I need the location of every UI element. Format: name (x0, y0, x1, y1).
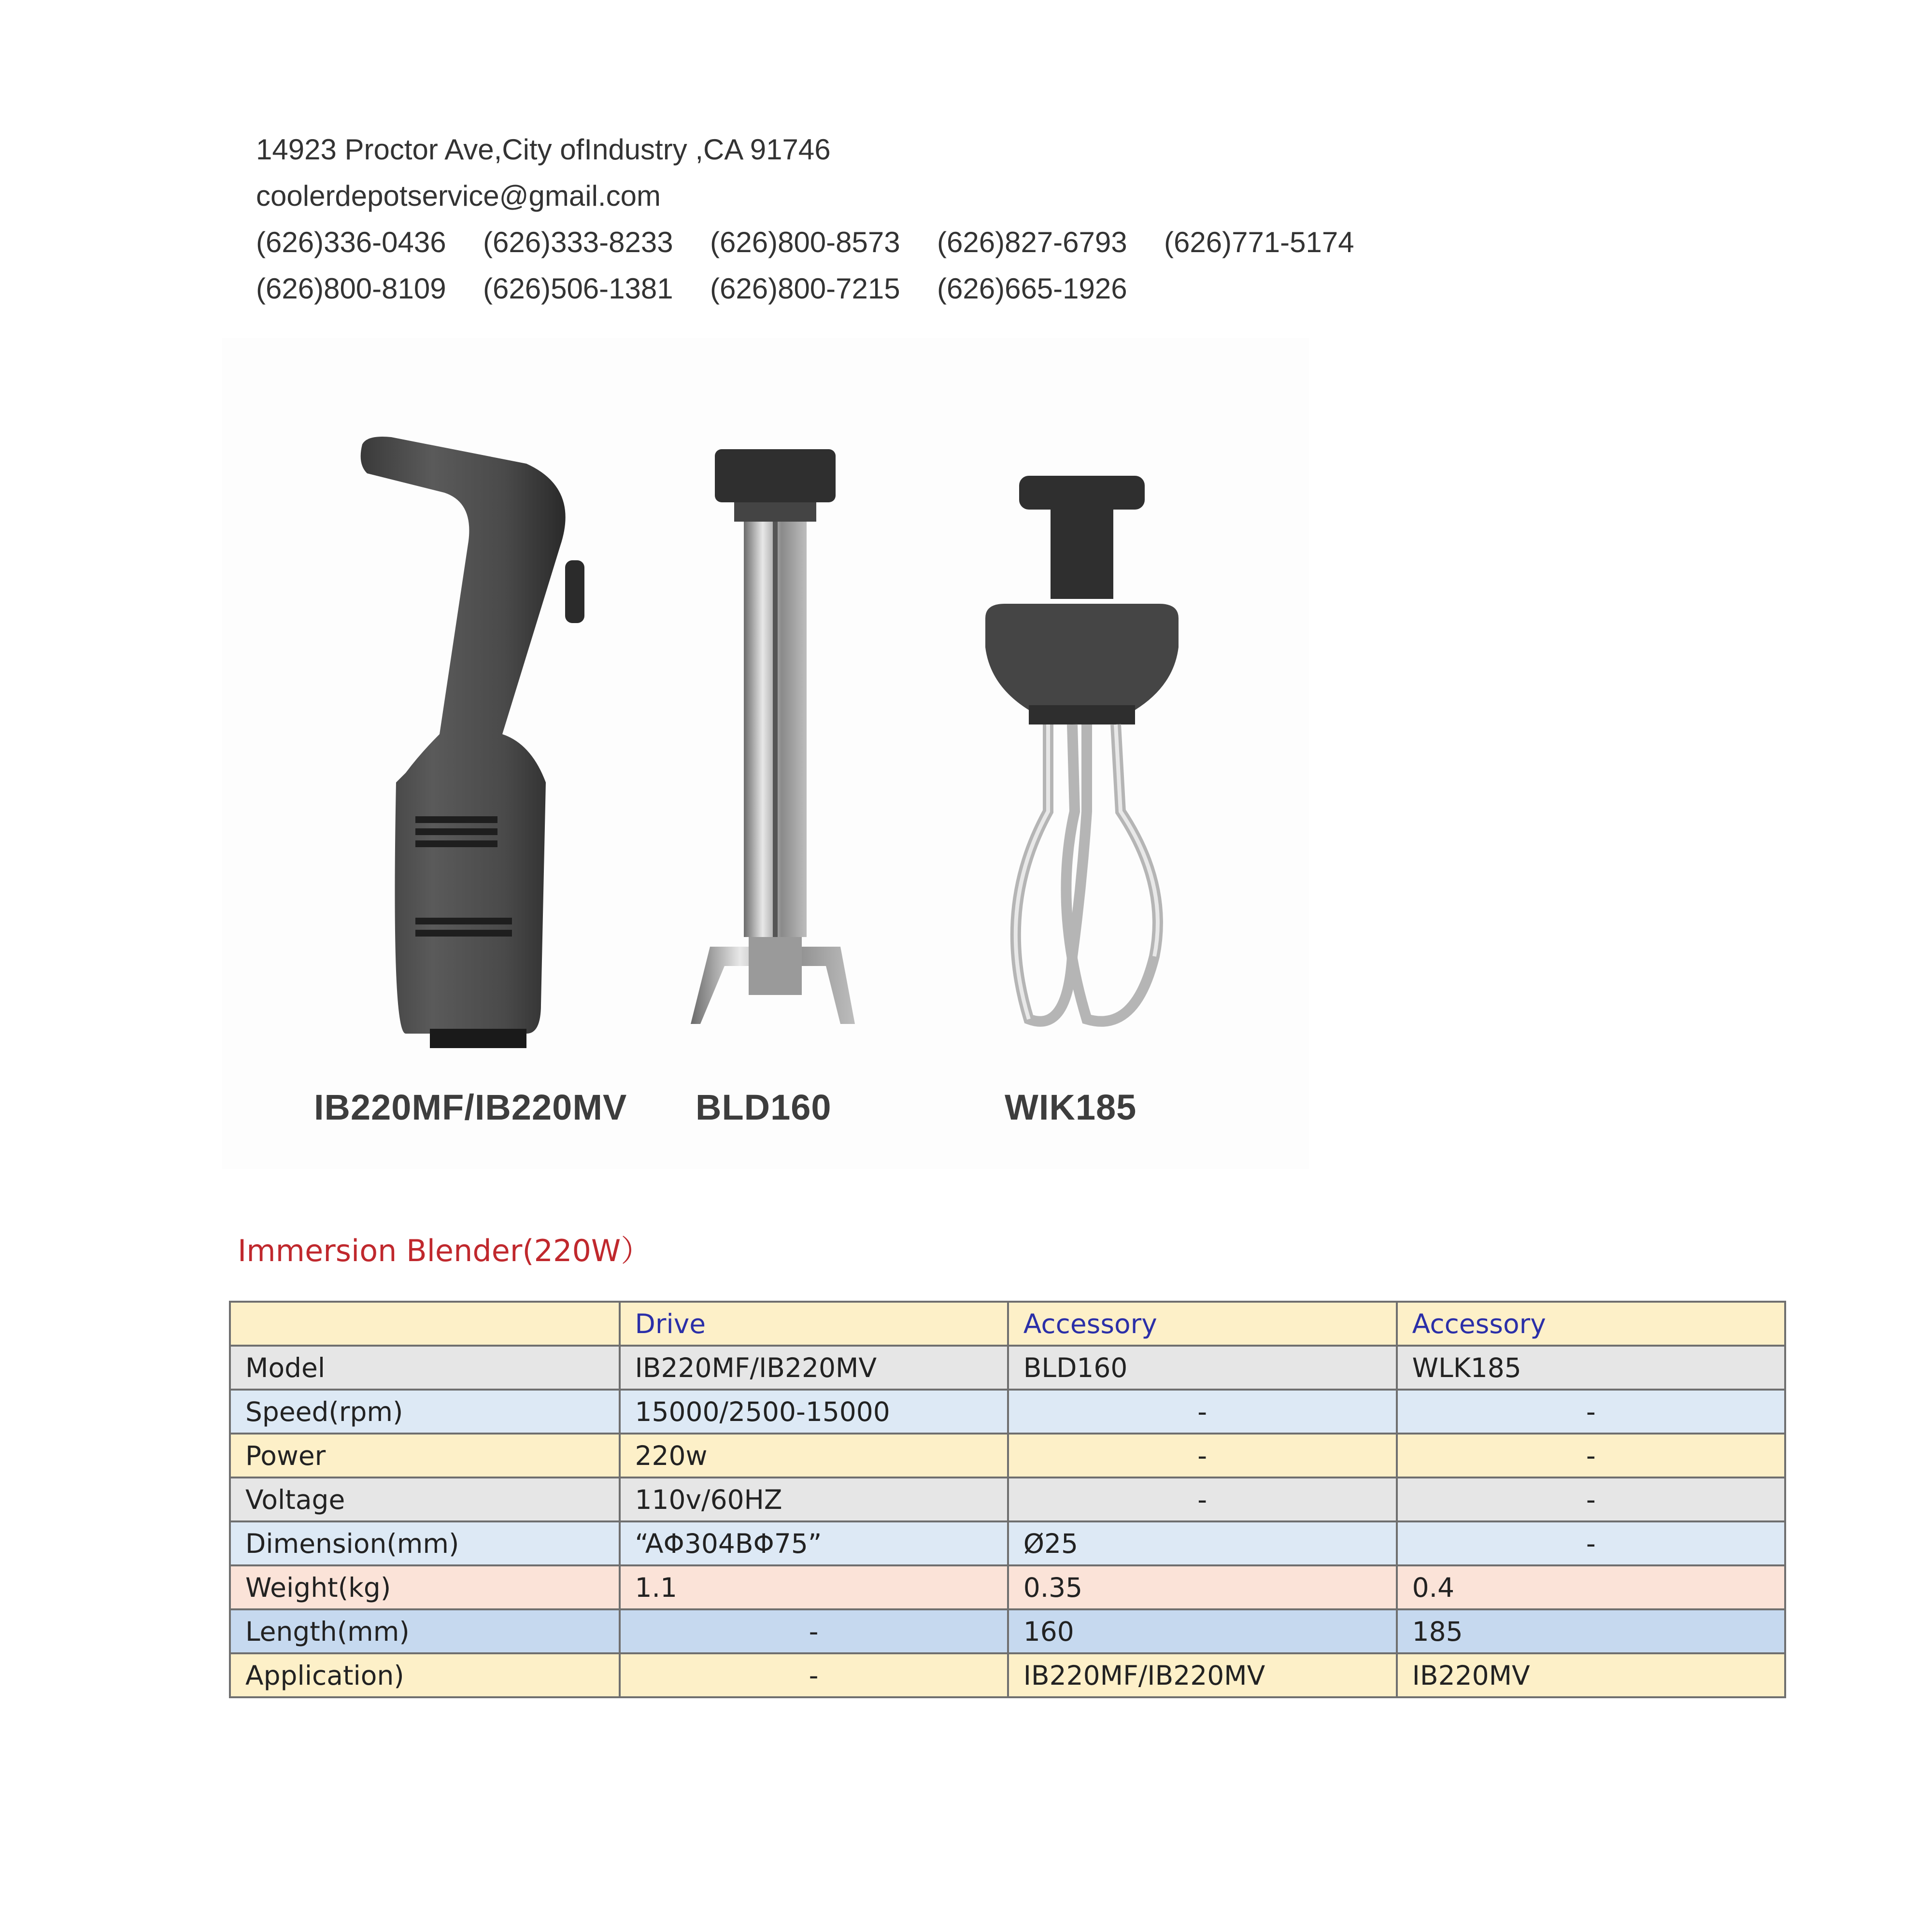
phone-number: (626)665-1926 (937, 272, 1127, 305)
phone-number: (626)333-8233 (483, 226, 673, 258)
row-label: Weight(kg) (230, 1565, 620, 1609)
row-label: Voltage (230, 1477, 620, 1521)
table-row (230, 1521, 1785, 1565)
phone-row-1 (256, 219, 1391, 266)
row-label: Dimension(mm) (230, 1521, 620, 1565)
table-cell: 1.1 (620, 1565, 1008, 1609)
table-row (230, 1346, 1785, 1390)
phone-number: (626)506-1381 (483, 272, 673, 305)
table-cell: 110v/60HZ (620, 1477, 1008, 1521)
table-row (230, 1609, 1785, 1653)
table-cell: 0.35 (1008, 1565, 1397, 1609)
table-row (230, 1653, 1785, 1697)
address-text: 14923 Proctor Ave,City ofIndustry ,CA 91746 (256, 133, 831, 166)
phone-number: (626)771-5174 (1164, 226, 1354, 258)
product-caption: IB220MF/IB220MV (314, 1087, 627, 1127)
table-cell: “AΦ304BΦ75” (620, 1521, 1008, 1565)
header-cell: Drive (620, 1302, 1008, 1346)
contact-block (256, 127, 1391, 312)
product-caption: WIK185 (1005, 1087, 1137, 1127)
table-cell: IB220MV (1397, 1653, 1785, 1697)
row-label: Power (230, 1434, 620, 1477)
table-cell: - (1008, 1390, 1397, 1434)
table-cell: 15000/2500-15000 (620, 1390, 1008, 1434)
email-text: coolerdepotservice@gmail.com (256, 180, 661, 212)
table-cell: BLD160 (1008, 1346, 1397, 1390)
table-cell: - (1008, 1477, 1397, 1521)
phone-number: (626)800-8573 (710, 226, 900, 258)
row-label: Model (230, 1346, 620, 1390)
product-caption: BLD160 (696, 1087, 832, 1127)
table-row (230, 1477, 1785, 1521)
table-row (230, 1390, 1785, 1434)
table-cell: 185 (1397, 1609, 1785, 1653)
table-cell: Ø25 (1008, 1521, 1397, 1565)
table-cell: WLK185 (1397, 1346, 1785, 1390)
phone-row-2 (256, 266, 1391, 312)
table-row (230, 1434, 1785, 1477)
table-cell: - (620, 1653, 1008, 1697)
table-cell: - (1397, 1390, 1785, 1434)
section-title: Immersion Blender(220W） (238, 1233, 651, 1268)
phone-number: (626)336-0436 (256, 226, 446, 258)
header-cell (230, 1302, 620, 1346)
header-cell: Accessory (1008, 1302, 1397, 1346)
table-cell: 0.4 (1397, 1565, 1785, 1609)
row-label: Speed(rpm) (230, 1390, 620, 1434)
phone-number: (626)827-6793 (937, 226, 1127, 258)
table-cell: 160 (1008, 1609, 1397, 1653)
table-header-row (230, 1302, 1785, 1346)
table-cell: - (1397, 1477, 1785, 1521)
blender-shaft-icon (681, 444, 865, 1043)
table-cell: - (1397, 1521, 1785, 1565)
table-cell: IB220MF/IB220MV (1008, 1653, 1397, 1697)
row-label: Length(mm) (230, 1609, 620, 1653)
blender-motor-unit-icon (353, 435, 642, 1072)
phone-number: (626)800-8109 (256, 272, 446, 305)
spec-table (229, 1301, 1786, 1698)
table-cell: - (1008, 1434, 1397, 1477)
table-cell: IB220MF/IB220MV (620, 1346, 1008, 1390)
phone-number: (626)800-7215 (710, 272, 900, 305)
table-cell: - (620, 1609, 1008, 1653)
row-label: Application) (230, 1653, 620, 1697)
table-cell: 220w (620, 1434, 1008, 1477)
table-row (230, 1565, 1785, 1609)
header-cell: Accessory (1397, 1302, 1785, 1346)
table-cell: - (1397, 1434, 1785, 1477)
whisk-attachment-icon (976, 473, 1188, 1053)
